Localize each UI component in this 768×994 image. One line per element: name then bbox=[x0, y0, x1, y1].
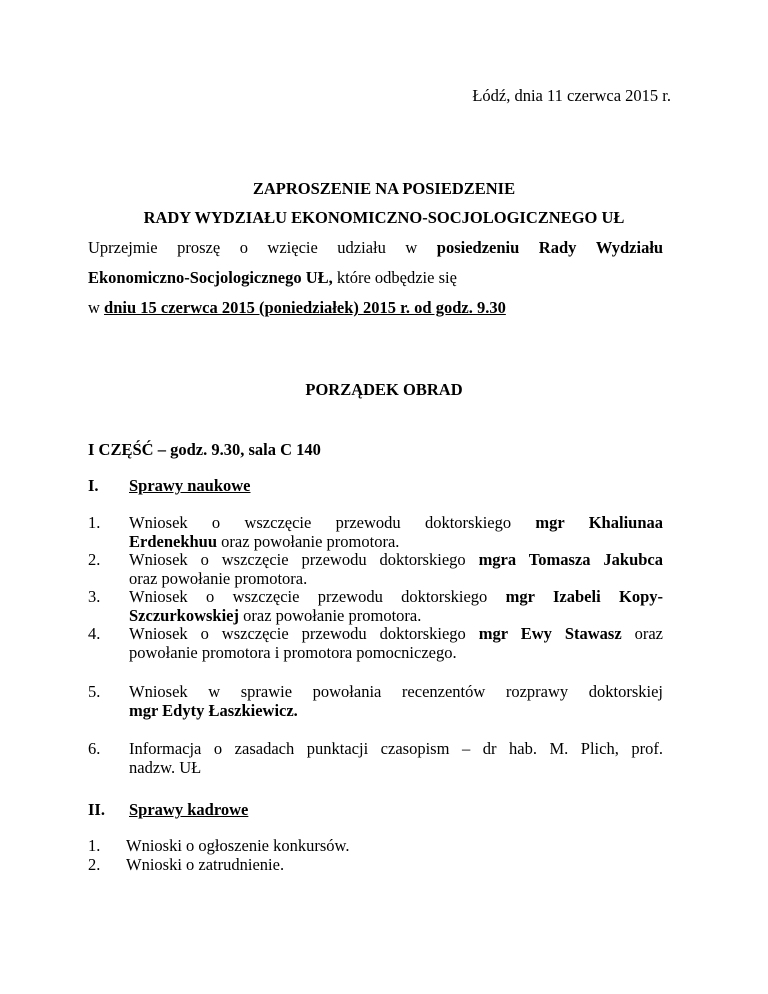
document-date: Łódź, dnia 11 czerwca 2015 r. bbox=[472, 86, 671, 105]
item-text: Informacja o zasadach punktacji czasopism – dr hab. M. Plich, prof. bbox=[129, 739, 663, 758]
item-text: oraz powołanie promotora. bbox=[239, 605, 422, 625]
council-title: RADY WYDZIAŁU EKONOMICZNO-SOCJOLOGICZNEGO UŁ bbox=[143, 208, 625, 227]
item-text: oraz bbox=[634, 624, 664, 643]
list-item bbox=[88, 551, 663, 588]
intro-text: w bbox=[88, 298, 105, 317]
item-number: 6. bbox=[88, 739, 101, 758]
person-name: mgra Tomasza Jakubca bbox=[478, 550, 663, 569]
intro-word: wzięcie bbox=[267, 238, 318, 257]
item-text: Wniosek o wszczęcie przewodu doktorskiego bbox=[129, 587, 488, 606]
item-number: 5. bbox=[88, 682, 101, 701]
item-number: 4. bbox=[88, 624, 101, 643]
item-text: Wniosek o wszczęcie przewodu doktorskiego bbox=[129, 513, 512, 532]
person-name: mgr Khaliunaa bbox=[535, 513, 664, 532]
item-line bbox=[129, 533, 663, 552]
item-text: Wniosek o wszczęcie przewodu doktorskiego bbox=[129, 550, 479, 569]
section-2-heading bbox=[88, 800, 105, 820]
intro-line-1 bbox=[88, 238, 663, 258]
item-text: Wniosek o wszczęcie przewodu doktorskiego bbox=[129, 624, 466, 643]
meeting-datetime: dniu 15 czerwca 2015 (poniedziałek) 2015 r. od godz. 9.30 bbox=[104, 298, 506, 317]
part-heading: I CZĘŚĆ – godz. 9.30, sala C 140 bbox=[88, 440, 321, 459]
item-number: 3. bbox=[88, 587, 101, 606]
invitation-title: ZAPROSZENIE NA POSIEDZENIE bbox=[252, 179, 516, 198]
item-line bbox=[129, 551, 663, 570]
item-line bbox=[129, 588, 663, 607]
item-text: powołanie promotora i promotora pomocniczego. bbox=[129, 642, 457, 662]
list-item bbox=[88, 625, 663, 662]
intro-word-bold: posiedzeniu bbox=[436, 238, 520, 257]
intro-word: Uprzejmie bbox=[88, 238, 158, 257]
list-item bbox=[88, 856, 284, 875]
item-number: 1. bbox=[88, 836, 101, 855]
list-item bbox=[88, 588, 663, 625]
item-number: 2. bbox=[88, 855, 101, 874]
intro-word: proszę bbox=[177, 238, 221, 257]
person-name: mgr Ewy Stawasz bbox=[478, 624, 622, 643]
intro-line-2 bbox=[88, 268, 663, 288]
intro-word: w bbox=[405, 238, 418, 257]
intro-word-bold: Rady bbox=[538, 238, 577, 257]
person-name: mgr Izabeli Kopy- bbox=[505, 587, 664, 606]
list-item bbox=[88, 514, 663, 551]
intro-word-bold: Wydziału bbox=[595, 238, 664, 257]
list-item bbox=[88, 740, 663, 777]
item-text: nadzw. UŁ bbox=[129, 757, 202, 777]
item-line bbox=[129, 607, 663, 626]
section-title: Sprawy kadrowe bbox=[129, 800, 249, 819]
item-line bbox=[129, 625, 663, 644]
item-text: oraz powołanie promotora. bbox=[217, 531, 400, 551]
item-number: 2. bbox=[88, 550, 101, 569]
item-line bbox=[129, 514, 663, 533]
list-item bbox=[88, 837, 349, 856]
person-name: mgr Edyty Łaszkiewicz. bbox=[129, 700, 298, 720]
person-name: Szczurkowskiej bbox=[129, 605, 239, 625]
item-text: oraz powołanie promotora. bbox=[129, 568, 308, 588]
person-name: Erdenekhuu bbox=[129, 531, 218, 551]
intro-word: udziału bbox=[337, 238, 386, 257]
item-number: 1. bbox=[88, 513, 101, 532]
section-2-title-wrap bbox=[129, 800, 248, 820]
section-1-heading bbox=[88, 476, 99, 496]
list-item bbox=[88, 683, 663, 720]
section-1-title-wrap bbox=[129, 476, 251, 496]
section-number: I. bbox=[88, 476, 99, 495]
faculty-name: Ekonomiczno-Socjologicznego UŁ, bbox=[88, 268, 333, 287]
item-text: Wniosek w sprawie powołania recenzentów rozprawy doktorskiej bbox=[129, 682, 663, 701]
item-text: Wnioski o ogłoszenie konkursów. bbox=[126, 836, 350, 855]
intro-line-3 bbox=[88, 298, 663, 318]
agenda-title: PORZĄDEK OBRAD bbox=[305, 380, 463, 399]
item-text: Wnioski o zatrudnienie. bbox=[126, 855, 285, 874]
section-number: II. bbox=[88, 800, 105, 819]
intro-word: o bbox=[239, 238, 248, 257]
section-title: Sprawy naukowe bbox=[129, 476, 251, 495]
intro-text: które odbędzie się bbox=[332, 268, 457, 287]
